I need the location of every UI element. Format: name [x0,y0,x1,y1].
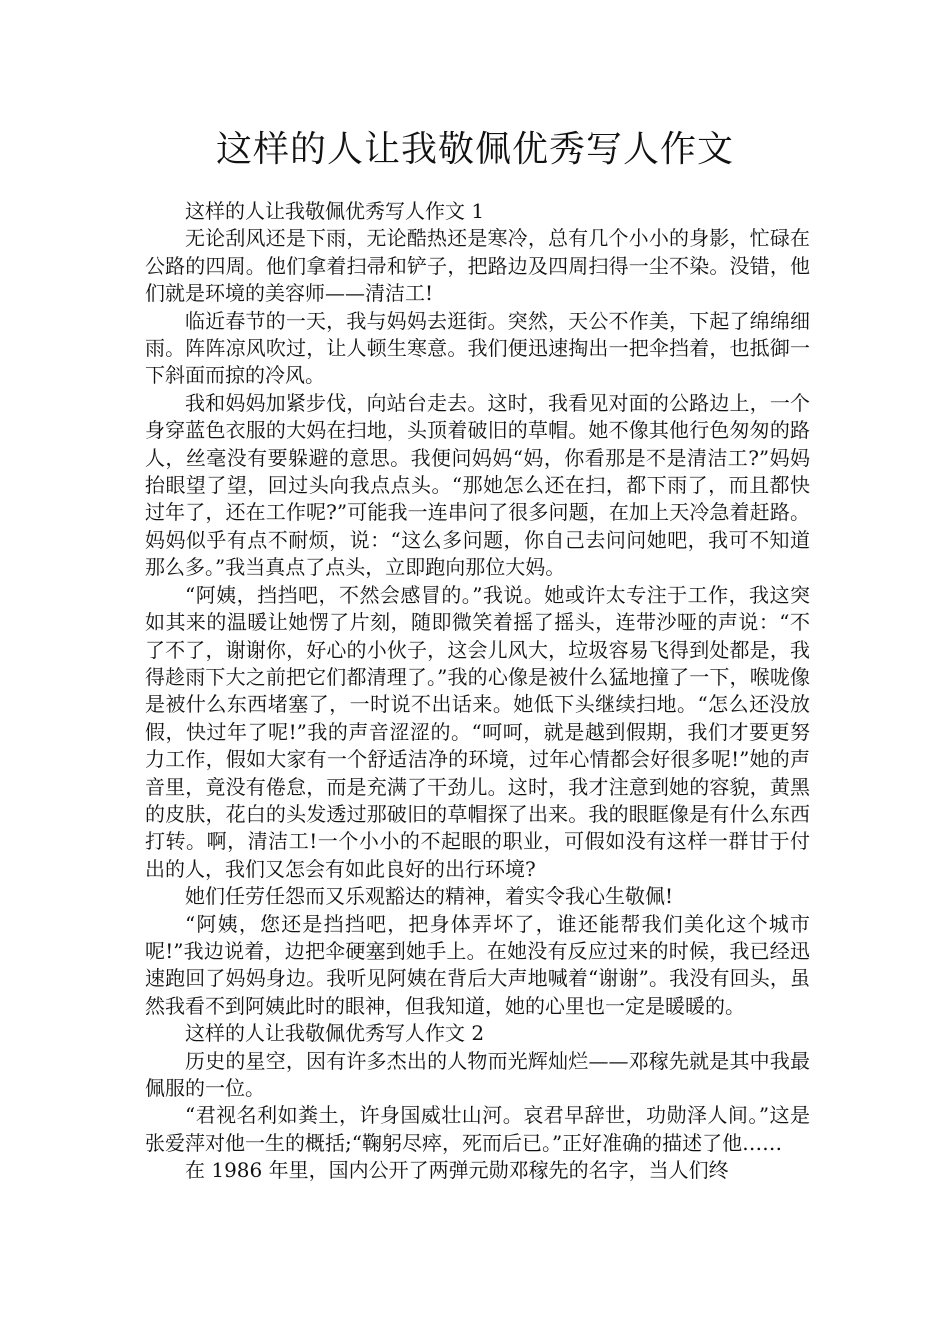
paragraph: 我和妈妈加紧步伐，向站台走去。这时，我看见对面的公路边上，一个身穿蓝色衣服的大妈在扫地，头顶着破旧的草帽。她不像其他行色匆匆的路人，丝毫没有要躲避的意思。我便问妈妈“妈，你看那是不是清洁工?”妈妈抬眼望了望，回过头向我点点头。“那她怎么还在扫，都下雨了，而且都快过年了，还在工作呢?”可能我一连串问了很多问题，在加上天冷急着赶路。妈妈似乎有点不耐烦，说：“这么多问题，你自己去问问她吧，我可不知道那么多。”我当真点了点头，立即跑向那位大妈。 [145,390,810,580]
section-heading-1: 这样的人让我敬佩优秀写人作文 1 [185,199,485,223]
paragraph: 临近春节的一天，我与妈妈去逛街。突然，天公不作美，下起了绵绵细雨。阵阵凉风吹过，让人顿生寒意。我们便迅速掏出一把伞挡着，也抵御一下斜面而掠的冷风。 [145,308,810,388]
paragraph: 她们任劳任怨而又乐观豁达的精神，着实令我心生敬佩! [185,884,674,909]
section-heading-2: 这样的人让我敬佩优秀写人作文 2 [185,1021,485,1046]
page-title: 这样的人让我敬佩优秀写人作文 [215,129,734,170]
article-body [145,198,810,1185]
paragraph: “君视名利如粪土，许身国威壮山河。哀君早辞世，功勋泽人间。”这是张爱萍对他一生的概括;“鞠躬尽瘁，死而后已。”正好准确的描述了他…… [145,1103,810,1155]
paragraph: “阿姨，挡挡吧，不然会感冒的。”我说。她或许太专注于工作，我这突如其来的温暖让她愣了片刻，随即微笑着摇了摇头，连带沙哑的声说：“不了不了，谢谢你，好心的小伙子，这会儿风大，垃圾容易飞得到处都是，我得趁雨下大之前把它们都清理了。”我的心像是被什么猛地撞了一下，喉咙像是被什么东西堵塞了，一时说不出话来。她低下头继续扫地。“怎么还没放假，快过年了呢!”我的声音涩涩的。“呵呵，就是越到假期，我们才要更努力工作，假如大家有一个舒适洁净的环境，过年心情都会好很多呢!”她的声音里，竟没有倦怠，而是充满了干劲儿。这时，我才注意到她的容貌，黄黑的皮肤，花白的头发透过那破旧的草帽探了出来。我的眼眶像是有什么东西打转。啊，清洁工!一个小小的不起眼的职业，可假如没有这样一群甘于付出的人，我们又怎会有如此良好的出行环境? [145,582,810,881]
paragraph: 无论刮风还是下雨，无论酷热还是寒冷，总有几个小小的身影，忙碌在公路的四周。他们拿着扫帚和铲子，把路边及四周扫得一尘不染。没错，他们就是环境的美容师——清洁工! [145,226,810,306]
paragraph: “阿姨，您还是挡挡吧，把身体弄坏了，谁还能帮我们美化这个城市呢!”我边说着，边把伞硬塞到她手上。在她没有反应过来的时候，我已经迅速跑回了妈妈身边。我听见阿姨在背后大声地喊着“谢谢”。我没有回头，虽然我看不到阿姨此时的眼神，但我知道，她的心里也一定是暖暖的。 [145,911,810,1018]
paragraph: 在 1986 年里，国内公开了两弹元勋邓稼先的名字，当人们终 [185,1158,729,1183]
paragraph: 历史的星空，因有许多杰出的人物而光辉灿烂——邓稼先就是其中我最佩服的一位。 [145,1048,810,1100]
